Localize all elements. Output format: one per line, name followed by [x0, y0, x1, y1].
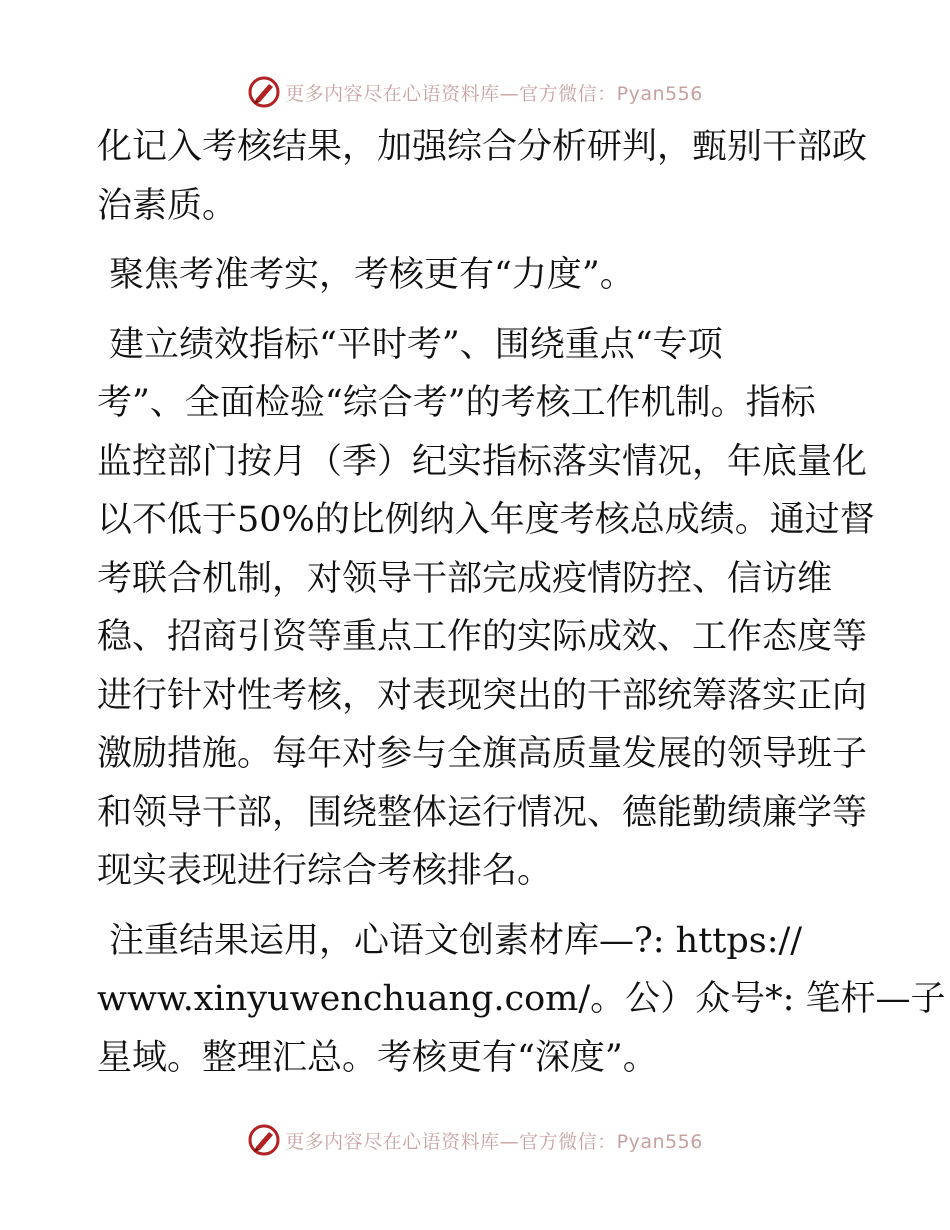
paragraph-3 [97, 316, 875, 901]
pen-logo-icon [247, 75, 281, 109]
header-watermark [0, 72, 950, 112]
text-line: 和领导干部，围绕整体运行情况、德能勤绩廉学等 [97, 792, 868, 833]
text-line: www.xinyuwenchuang.com/。公）众号*: 笔杆—子 [97, 979, 946, 1019]
text-line: 以不低于50%的比例纳入年度考核总成绩。通过督 [97, 500, 875, 540]
text-line: 星域。整理汇总。考核更有“深度”。 [97, 1037, 658, 1078]
text-line: 现实表现进行综合考核排名。 [97, 851, 553, 891]
text-line: 监控部门按月（季）纪实指标落实情况，年底量化 [97, 441, 868, 482]
text-line: 考联合机制，对领导干部完成疫情防控、信访维 [97, 558, 833, 599]
header-watermark-text: 更多内容尽在心语资料库—官方微信：Pyan556 [285, 82, 703, 105]
paragraph-4 [97, 912, 946, 1088]
text-line: 注重结果运用，心语文创素材库—?: https:// [109, 920, 803, 961]
text-line: 化记入考核结果，加强综合分析研判，甄别干部政 [97, 127, 868, 167]
text-line: 激励措施。每年对参与全旗高质量发展的领导班子 [97, 734, 868, 774]
paragraph-2 [97, 246, 857, 305]
text-line: 聚焦考准考实，考核更有“力度”。 [109, 255, 635, 295]
footer-watermark-text: 更多内容尽在心语资料库—官方微信：Pyan556 [285, 1130, 703, 1153]
paragraph-1 [97, 118, 868, 235]
text-line: 治素质。 [97, 185, 238, 226]
text-line: 进行针对性考核，对表现突出的干部统筹落实正向 [97, 675, 868, 716]
pen-logo-icon [247, 1123, 281, 1157]
document-body [97, 118, 946, 1098]
text-line: 建立绩效指标“平时考”、围绕重点“专项 [109, 324, 723, 365]
text-line: 稳、招商引资等重点工作的实际成效、工作态度等 [97, 617, 868, 657]
text-line: 考”、全面检验“综合考”的考核工作机制。指标 [97, 383, 816, 423]
footer-watermark [0, 1120, 950, 1160]
